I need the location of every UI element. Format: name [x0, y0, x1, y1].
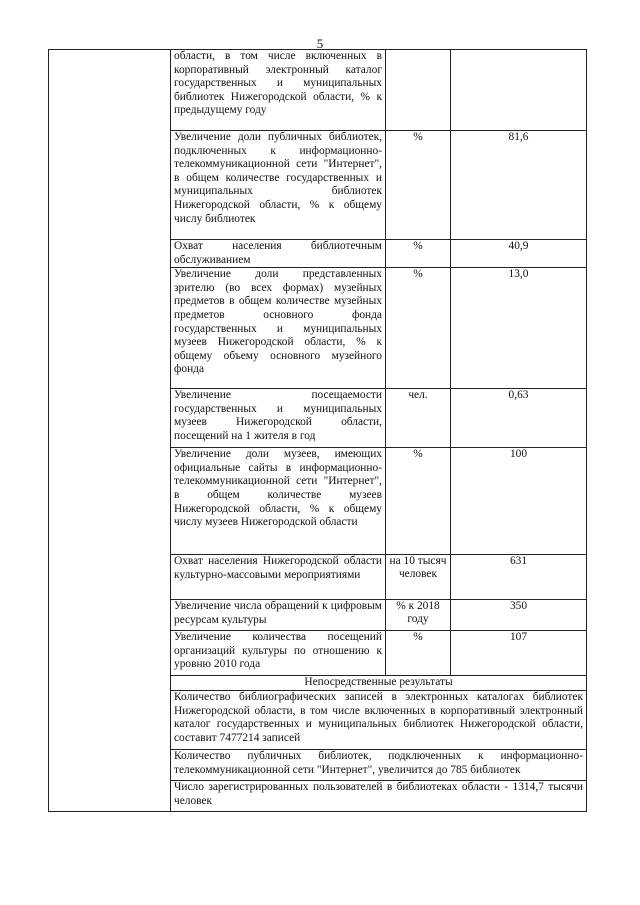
- indicator-value: 100: [451, 448, 587, 555]
- indicators-table: [48, 49, 587, 812]
- result-text: Число зарегистрированных пользователей в библиотеках области - 1314,7 тысячи человек: [171, 781, 587, 812]
- indicator-text: Увеличение доли представленных зрителю (во всех формах) музейных предметов в общем количестве музейных предметов основного фонда государственных и муниципальных музеев Нижегородской области, % к общему объему основного музейного фонда: [171, 268, 386, 389]
- indicator-text: Увеличение доли музеев, имеющих официальные сайты в информационно-телекоммуникационной сети "Интернет", в общем количестве музеев Нижегородской области, % к общему числу музеев Нижегородской области: [171, 448, 386, 555]
- section-title: Непосредственные результаты: [171, 676, 587, 691]
- indicator-unit: % к 2018 году: [386, 600, 451, 631]
- indicator-unit: [386, 50, 451, 131]
- indicator-unit: %: [386, 631, 451, 676]
- indicator-value: 0,63: [451, 389, 587, 448]
- indicator-text: Увеличение числа обращений к цифровым ресурсам культуры: [171, 600, 386, 631]
- indicator-unit: %: [386, 268, 451, 389]
- indicator-value: [451, 50, 587, 131]
- result-text: Количество библиографических записей в электронных каталогах библиотек Нижегородской области, в том числе включенных в корпоративный электронный каталог государственных и муниципальных библиотек Нижегородской области, составит 7477214 записей: [171, 691, 587, 750]
- table-row: [49, 50, 587, 131]
- indicator-text: Охват населения библиотечным обслуживанием: [171, 240, 386, 268]
- indicator-unit: чел.: [386, 389, 451, 448]
- page-number: 5: [316, 36, 324, 51]
- indicator-value: 13,0: [451, 268, 587, 389]
- indicator-text: Увеличение доли публичных библиотек, подключенных к информационно-телекоммуникационной сети "Интернет", в общем количестве государственных и муниципальных библиотек Нижегородской области, % к общему числу библиотек: [171, 131, 386, 240]
- indicator-value: 40,9: [451, 240, 587, 268]
- indicator-text: Увеличение количества посещений организаций культуры по отношению к уровню 2010 года: [171, 631, 386, 676]
- indicator-value: 350: [451, 600, 587, 631]
- indicator-text: Охват населения Нижегородской области культурно-массовыми мероприятиями: [171, 555, 386, 600]
- indicator-text: Увеличение посещаемости государственных и муниципальных музеев Нижегородской области, посещений на 1 жителя в год: [171, 389, 386, 448]
- indicator-text: области, в том числе включенных в корпоративный электронный каталог государственных и муниципальных библиотек Нижегородской области, % к предыдущему году: [171, 50, 386, 131]
- indicator-value: 631: [451, 555, 587, 600]
- indicator-value: 107: [451, 631, 587, 676]
- indicator-unit: %: [386, 240, 451, 268]
- indicator-value: 81,6: [451, 131, 587, 240]
- indicator-unit: %: [386, 448, 451, 555]
- indicator-unit: на 10 тысяч человек: [386, 555, 451, 600]
- indicator-unit: %: [386, 131, 451, 240]
- result-text: Количество публичных библиотек, подключенных к информационно-телекоммуникационной сети "Интернет", увеличится до 785 библиотек: [171, 750, 587, 781]
- left-column-cell: [49, 50, 171, 812]
